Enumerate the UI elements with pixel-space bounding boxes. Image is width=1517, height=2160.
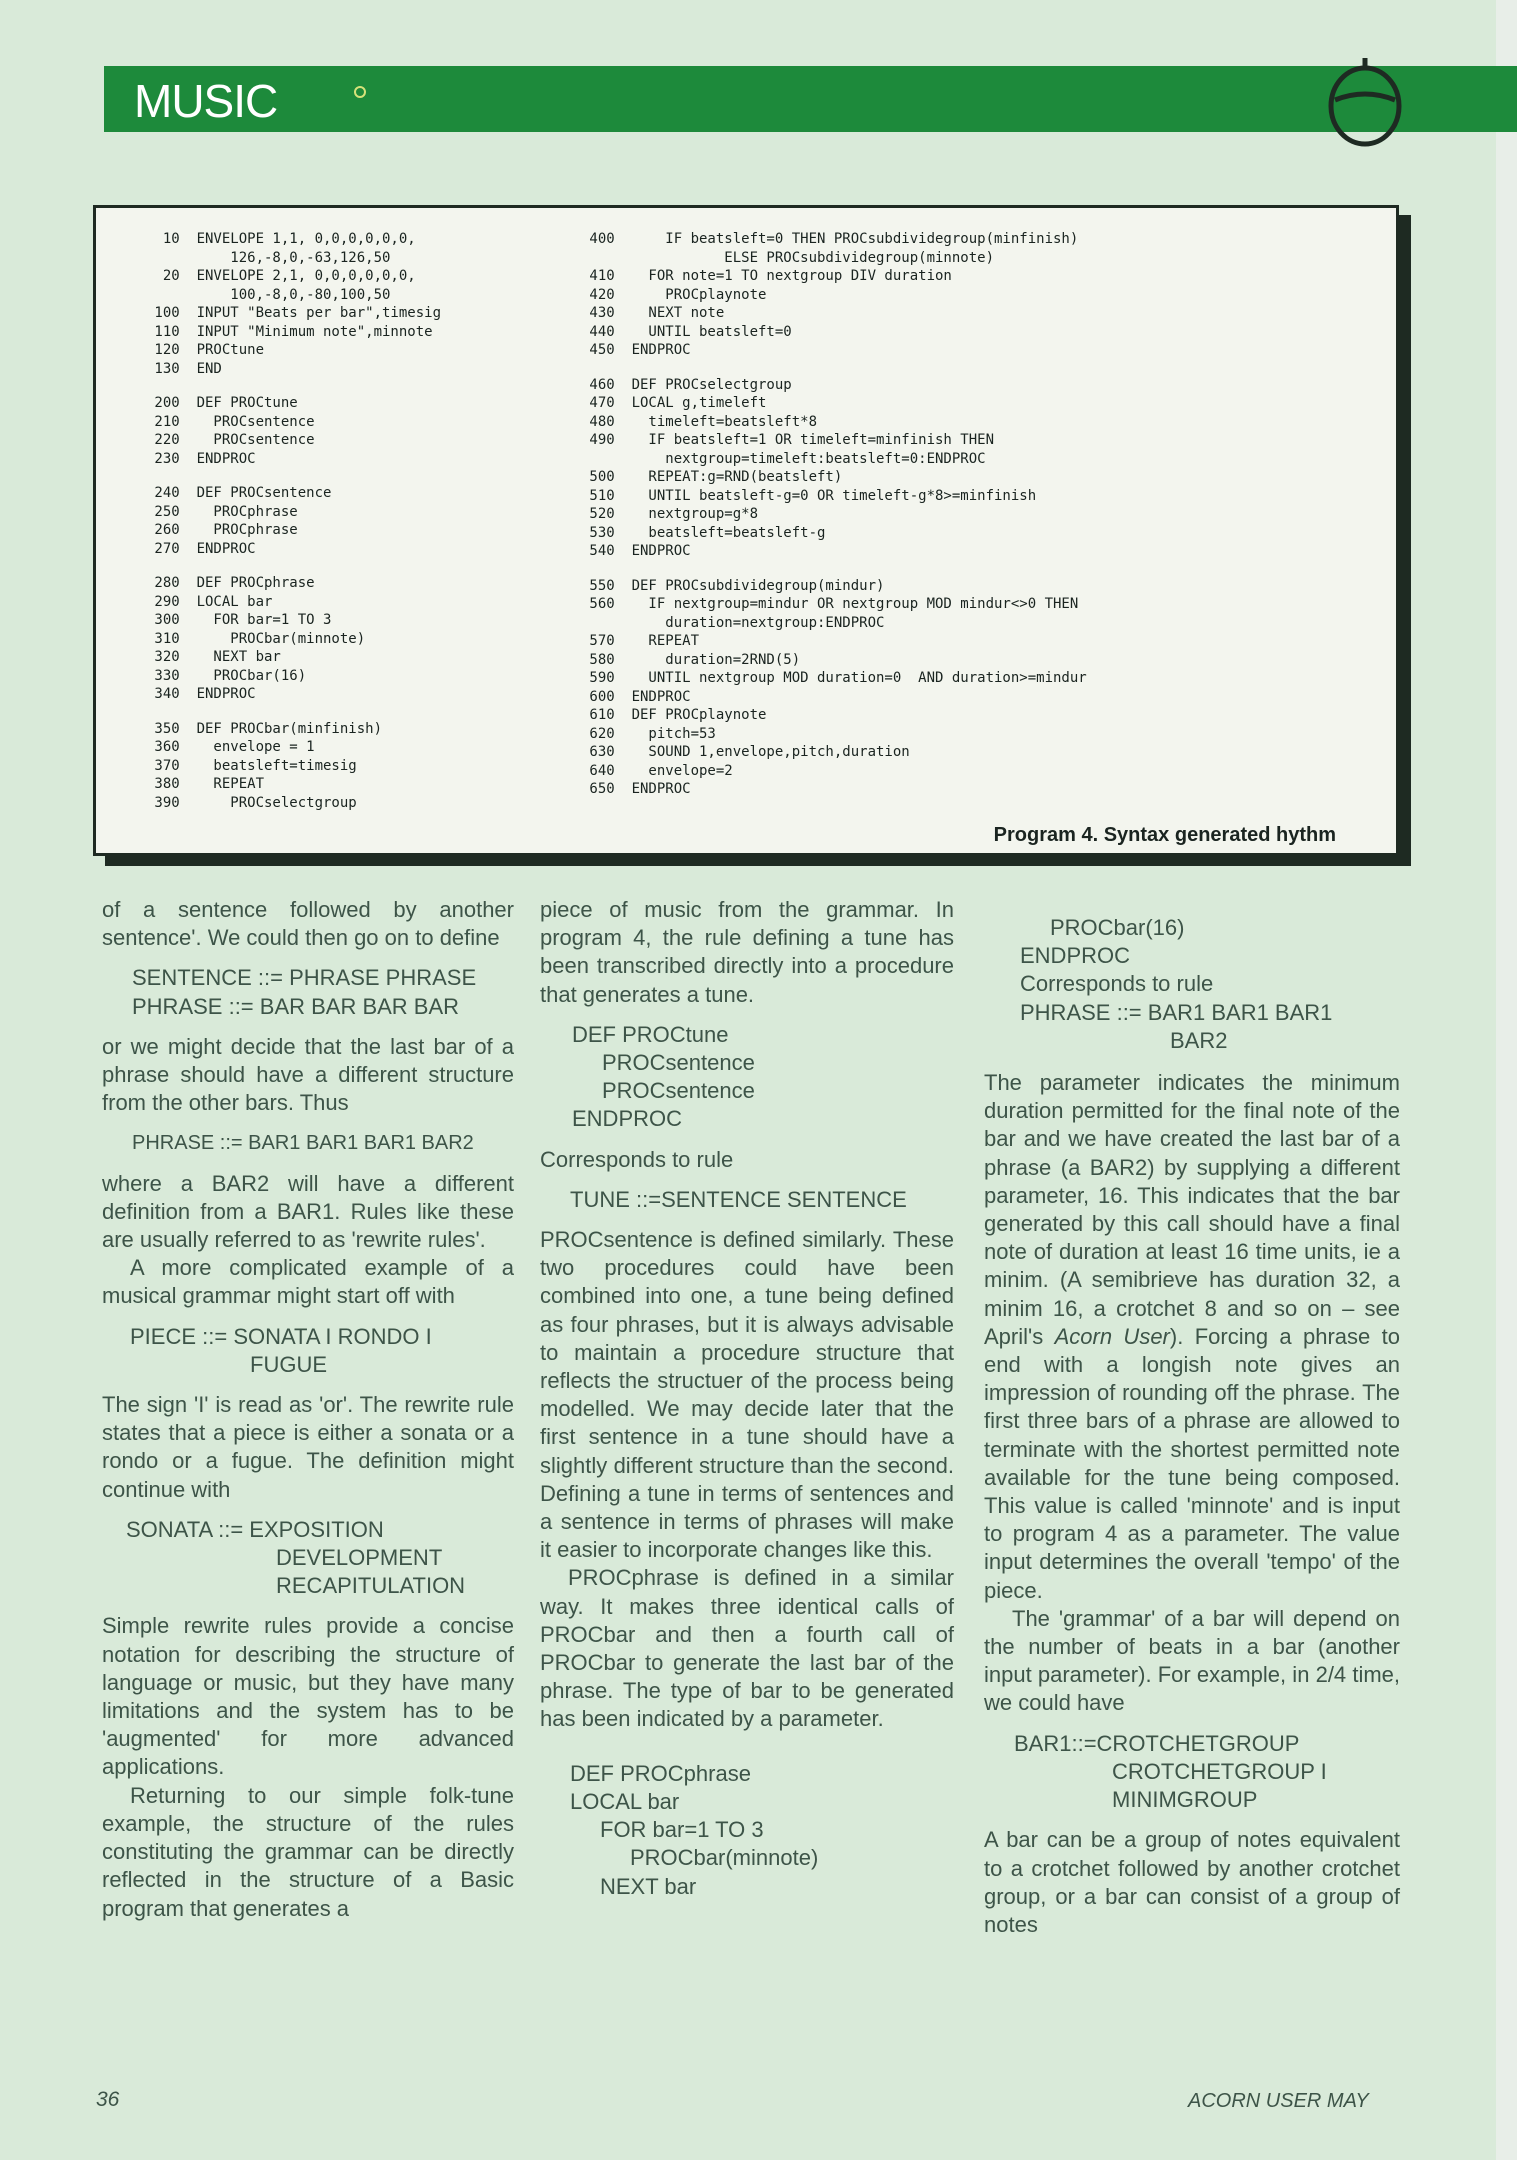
paragraph: Corresponds to rule bbox=[540, 1146, 734, 1172]
code-line: nextgroup=timeleft:beatsleft=0:ENDPROC bbox=[581, 450, 986, 467]
paragraph bbox=[984, 1069, 1400, 1605]
code-line bbox=[146, 704, 441, 720]
magazine-footer: ACORN USER MAY bbox=[1188, 2090, 1369, 2112]
decorative-dot-icon bbox=[354, 86, 366, 98]
section-title: MUSIC bbox=[134, 75, 278, 127]
code-line: NEXT bar bbox=[600, 1873, 697, 1899]
paragraph: or we might decide that the last bar of a phrase should have a different structure from the other bars. Thus bbox=[102, 1033, 514, 1116]
code-line: 610 DEF PROCplaynote bbox=[581, 707, 767, 723]
paragraph: Simple rewrite rules provide a concise notation for describing the structure of language or music, but they have many limitations and the system has to be 'augmented' for more advanced applications. bbox=[102, 1613, 514, 1780]
code-line: 200 DEF PROCtune bbox=[146, 395, 298, 411]
code-line: 290 LOCAL bar bbox=[146, 593, 273, 610]
rewrite-rule: PHRASE ::= BAR1 BAR1 BAR1 bbox=[1020, 999, 1333, 1025]
code-line: DEF PROCtune bbox=[572, 1021, 729, 1047]
code-line bbox=[146, 378, 441, 394]
code-line: 470 LOCAL g,timeleft bbox=[581, 395, 767, 411]
code-line: 520 nextgroup=g*8 bbox=[581, 506, 759, 522]
code-line: 210 PROCsentence bbox=[146, 413, 315, 430]
code-line: PROCsentence bbox=[602, 1078, 755, 1104]
code-line: 430 NEXT note bbox=[581, 305, 725, 321]
code-line: 250 PROCphrase bbox=[146, 503, 298, 520]
code-line: 370 beatsleft=timesig bbox=[146, 757, 357, 774]
next-page-edge bbox=[1496, 0, 1517, 2160]
code-line: PROCsentence bbox=[602, 1050, 755, 1076]
code-line: LOCAL bar bbox=[570, 1788, 680, 1814]
code-line: DEF PROCphrase bbox=[570, 1760, 751, 1786]
code-line: 230 ENDPROC bbox=[146, 450, 256, 467]
paragraph: piece of music from the grammar. In program 4, the rule defining a tune has been transcribed directly into a procedure that generates a tune. bbox=[540, 897, 954, 1007]
rewrite-rule: RECAPITULATION bbox=[276, 1573, 466, 1599]
code-line: 600 ENDPROC bbox=[581, 688, 691, 705]
paragraph-text: ). Forcing a phrase to end with a longish note gives an impression of rounding off the phrase. The first three bars of a phrase are allowed to terminate with the shortest permitted note available for the tune being composed. This value is called 'minnote' and is input to program 4 as a parameter. The value input determines the overall 'tempo' of the piece. bbox=[984, 1323, 1400, 1603]
code-line: 590 UNTIL nextgroup MOD duration=0 AND duration>=mindur bbox=[581, 670, 1087, 686]
section-banner bbox=[104, 66, 1517, 132]
code-line bbox=[581, 360, 1087, 376]
code-line: 620 pitch=53 bbox=[581, 725, 716, 742]
code-line: 240 DEF PROCsentence bbox=[146, 485, 332, 501]
code-line: FOR bar=1 TO 3 bbox=[600, 1817, 764, 1843]
paragraph: Returning to our simple folk-tune example, the structure of the rules constituting the grammar can be directly reflected in the structure of a Basic program that generates a bbox=[102, 1782, 514, 1921]
italic-title: Acorn User bbox=[1054, 1323, 1170, 1349]
code-line: 440 UNTIL beatsleft=0 bbox=[581, 323, 792, 340]
rewrite-rule: BAR2 bbox=[1170, 1027, 1228, 1053]
rewrite-rule: SENTENCE ::= PHRASE PHRASE bbox=[132, 965, 477, 991]
code-line: 390 PROCselectgroup bbox=[146, 794, 357, 811]
code-line: 420 PROCplaynote bbox=[581, 286, 767, 303]
code-line bbox=[581, 561, 1087, 577]
text-column-2 bbox=[540, 896, 954, 1913]
code-line: 650 ENDPROC bbox=[581, 781, 691, 797]
rewrite-rule: PIECE ::= SONATA I RONDO I bbox=[130, 1323, 432, 1349]
code-line: 330 PROCbar(16) bbox=[146, 667, 307, 684]
code-line: 126,-8,0,-63,126,50 bbox=[146, 249, 391, 266]
code-line: 500 REPEAT:g=RND(beatsleft) bbox=[581, 469, 843, 485]
rewrite-rule: TUNE ::=SENTENCE SENTENCE bbox=[570, 1186, 907, 1212]
code-line: 640 envelope=2 bbox=[581, 762, 733, 779]
code-line: 490 IF beatsleft=1 OR timeleft=minfinish THEN bbox=[581, 432, 995, 448]
code-line: 560 IF nextgroup=mindur OR nextgroup MOD mindur<>0 THEN bbox=[581, 596, 1079, 612]
paragraph: The sign 'I' is read as 'or'. The rewrite rule states that a piece is either a sonata or a rondo or a fugue. The definition might continue with bbox=[102, 1392, 514, 1502]
code-line: 530 beatsleft=beatsleft-g bbox=[581, 524, 826, 541]
code-line: 480 timeleft=beatsleft*8 bbox=[581, 413, 818, 430]
code-line: 270 ENDPROC bbox=[146, 540, 256, 557]
code-line: 360 envelope = 1 bbox=[146, 739, 315, 755]
code-line bbox=[146, 468, 441, 484]
rewrite-rule: BAR1::=CROTCHETGROUP bbox=[1014, 1730, 1300, 1756]
code-line: 120 PROCtune bbox=[146, 342, 265, 358]
code-line: 110 INPUT "Minimum note",minnote bbox=[146, 323, 433, 340]
listing-left-column bbox=[146, 230, 441, 812]
code-line: 340 ENDPROC bbox=[146, 686, 256, 702]
code-line: 280 DEF PROCphrase bbox=[146, 575, 315, 591]
paragraph: Corresponds to rule bbox=[1020, 971, 1214, 997]
code-line: ENDPROC bbox=[572, 1106, 683, 1132]
paragraph: A more complicated example of a musical grammar might start off with bbox=[102, 1255, 514, 1309]
code-line: 350 DEF PROCbar(minfinish) bbox=[146, 720, 383, 737]
code-line: 10 ENVELOPE 1,1, 0,0,0,0,0,0, bbox=[146, 231, 416, 247]
code-line: 400 IF beatsleft=0 THEN PROCsubdividegroup(minfinish) bbox=[581, 231, 1079, 247]
paragraph: PROCsentence is defined similarly. These two procedures could have been combined into one, a tune being defined as four phrases, but it is always advisable to maintain a procedure structure that reflects the structuer of the process being modelled. We may decide later that the first sentence in a tune should have a slightly different structure than the second. Defining a tune in terms of sentences and a sentence in terms of phrases will make it easier to incorporate changes like this. bbox=[540, 1227, 954, 1563]
code-line: duration=nextgroup:ENDPROC bbox=[581, 614, 885, 631]
code-line: 100,-8,0,-80,100,50 bbox=[146, 286, 391, 303]
code-line bbox=[146, 558, 441, 574]
code-line: PROCbar(minnote) bbox=[630, 1845, 819, 1871]
code-line: 300 FOR bar=1 TO 3 bbox=[146, 612, 332, 628]
code-line: 380 REPEAT bbox=[146, 776, 265, 792]
page-number: 36 bbox=[96, 2088, 120, 2111]
text-column-1 bbox=[102, 896, 514, 1923]
code-line: 450 ENDPROC bbox=[581, 342, 691, 358]
code-line: 550 DEF PROCsubdividegroup(mindur) bbox=[581, 577, 885, 594]
code-line: 540 ENDPROC bbox=[581, 543, 691, 559]
rewrite-rule: MINIMGROUP bbox=[1112, 1787, 1258, 1813]
listing-right-column bbox=[581, 230, 1087, 799]
rewrite-rule: PHRASE ::= BAR BAR BAR BAR bbox=[132, 993, 460, 1019]
code-line: 570 REPEAT bbox=[581, 633, 700, 649]
code-line: 320 NEXT bar bbox=[146, 649, 281, 665]
paragraph: PROCphrase is defined in a similar way. It makes three identical calls of PROCbar and then a fourth call of PROCbar to generate the last bar of the phrase. The type of bar to be generated has been indicated by a parameter. bbox=[540, 1565, 954, 1732]
code-line: PROCbar(16) bbox=[1050, 915, 1185, 940]
rewrite-rule: CROTCHETGROUP I bbox=[1112, 1758, 1327, 1784]
code-line: 510 UNTIL beatsleft-g=0 OR timeleft-g*8>=minfinish bbox=[581, 487, 1037, 504]
code-line: 410 FOR note=1 TO nextgroup DIV duration bbox=[581, 268, 952, 284]
code-line: ENDPROC bbox=[1020, 943, 1131, 969]
rewrite-rule: FUGUE bbox=[250, 1351, 327, 1377]
paragraph: A bar can be a group of notes equivalent to a crotchet followed by another crotchet group, or a bar can consist of a group of notes bbox=[984, 1827, 1400, 1937]
code-line: 100 INPUT "Beats per bar",timesig bbox=[146, 305, 442, 321]
paragraph: The 'grammar' of a bar will depend on the number of beats in a bar (another input parameter). For example, in 2/4 time, we could have bbox=[984, 1605, 1400, 1716]
rewrite-rule: DEVELOPMENT bbox=[276, 1545, 443, 1571]
code-line: 630 SOUND 1,envelope,pitch,duration bbox=[581, 744, 910, 760]
paragraph: where a BAR2 will have a different definition from a BAR1. Rules like these are usually referred to as 'rewrite rules'. bbox=[102, 1170, 514, 1253]
code-line: 310 PROCbar(minnote) bbox=[146, 630, 366, 647]
code-line: ELSE PROCsubdividegroup(minnote) bbox=[581, 249, 995, 266]
code-line: 460 DEF PROCselectgroup bbox=[581, 376, 792, 393]
rewrite-rule: SONATA ::= EXPOSITION bbox=[126, 1516, 384, 1542]
code-line: 130 END bbox=[146, 360, 222, 377]
code-line: 20 ENVELOPE 2,1, 0,0,0,0,0,0, bbox=[146, 268, 416, 284]
code-line: 580 duration=2RND(5) bbox=[581, 651, 801, 668]
code-line: 260 PROCphrase bbox=[146, 522, 298, 538]
program-listing bbox=[93, 205, 1399, 856]
paragraph: of a sentence followed by another sentence'. We could then go on to define bbox=[102, 897, 514, 951]
paragraph-text: The parameter indicates the minimum duration permitted for the final note of the bar and we have created the last bar of a phrase (a BAR2) by supplying a different parameter, 16. This indicates that the bar generated by this call should have a final note of duration at least 16 time units, ie a minim. (A semibrieve has duration 32, a minim 16, a crotchet 8 and so on – see April's bbox=[984, 1070, 1400, 1349]
text-column-3 bbox=[984, 914, 1400, 1939]
acorn-logo-icon bbox=[1325, 58, 1405, 148]
listing-caption: Program 4. Syntax generated hythm bbox=[993, 824, 1336, 846]
code-line: 220 PROCsentence bbox=[146, 432, 315, 448]
rewrite-rule: PHRASE ::= BAR1 BAR1 BAR1 BAR2 bbox=[132, 1132, 474, 1155]
